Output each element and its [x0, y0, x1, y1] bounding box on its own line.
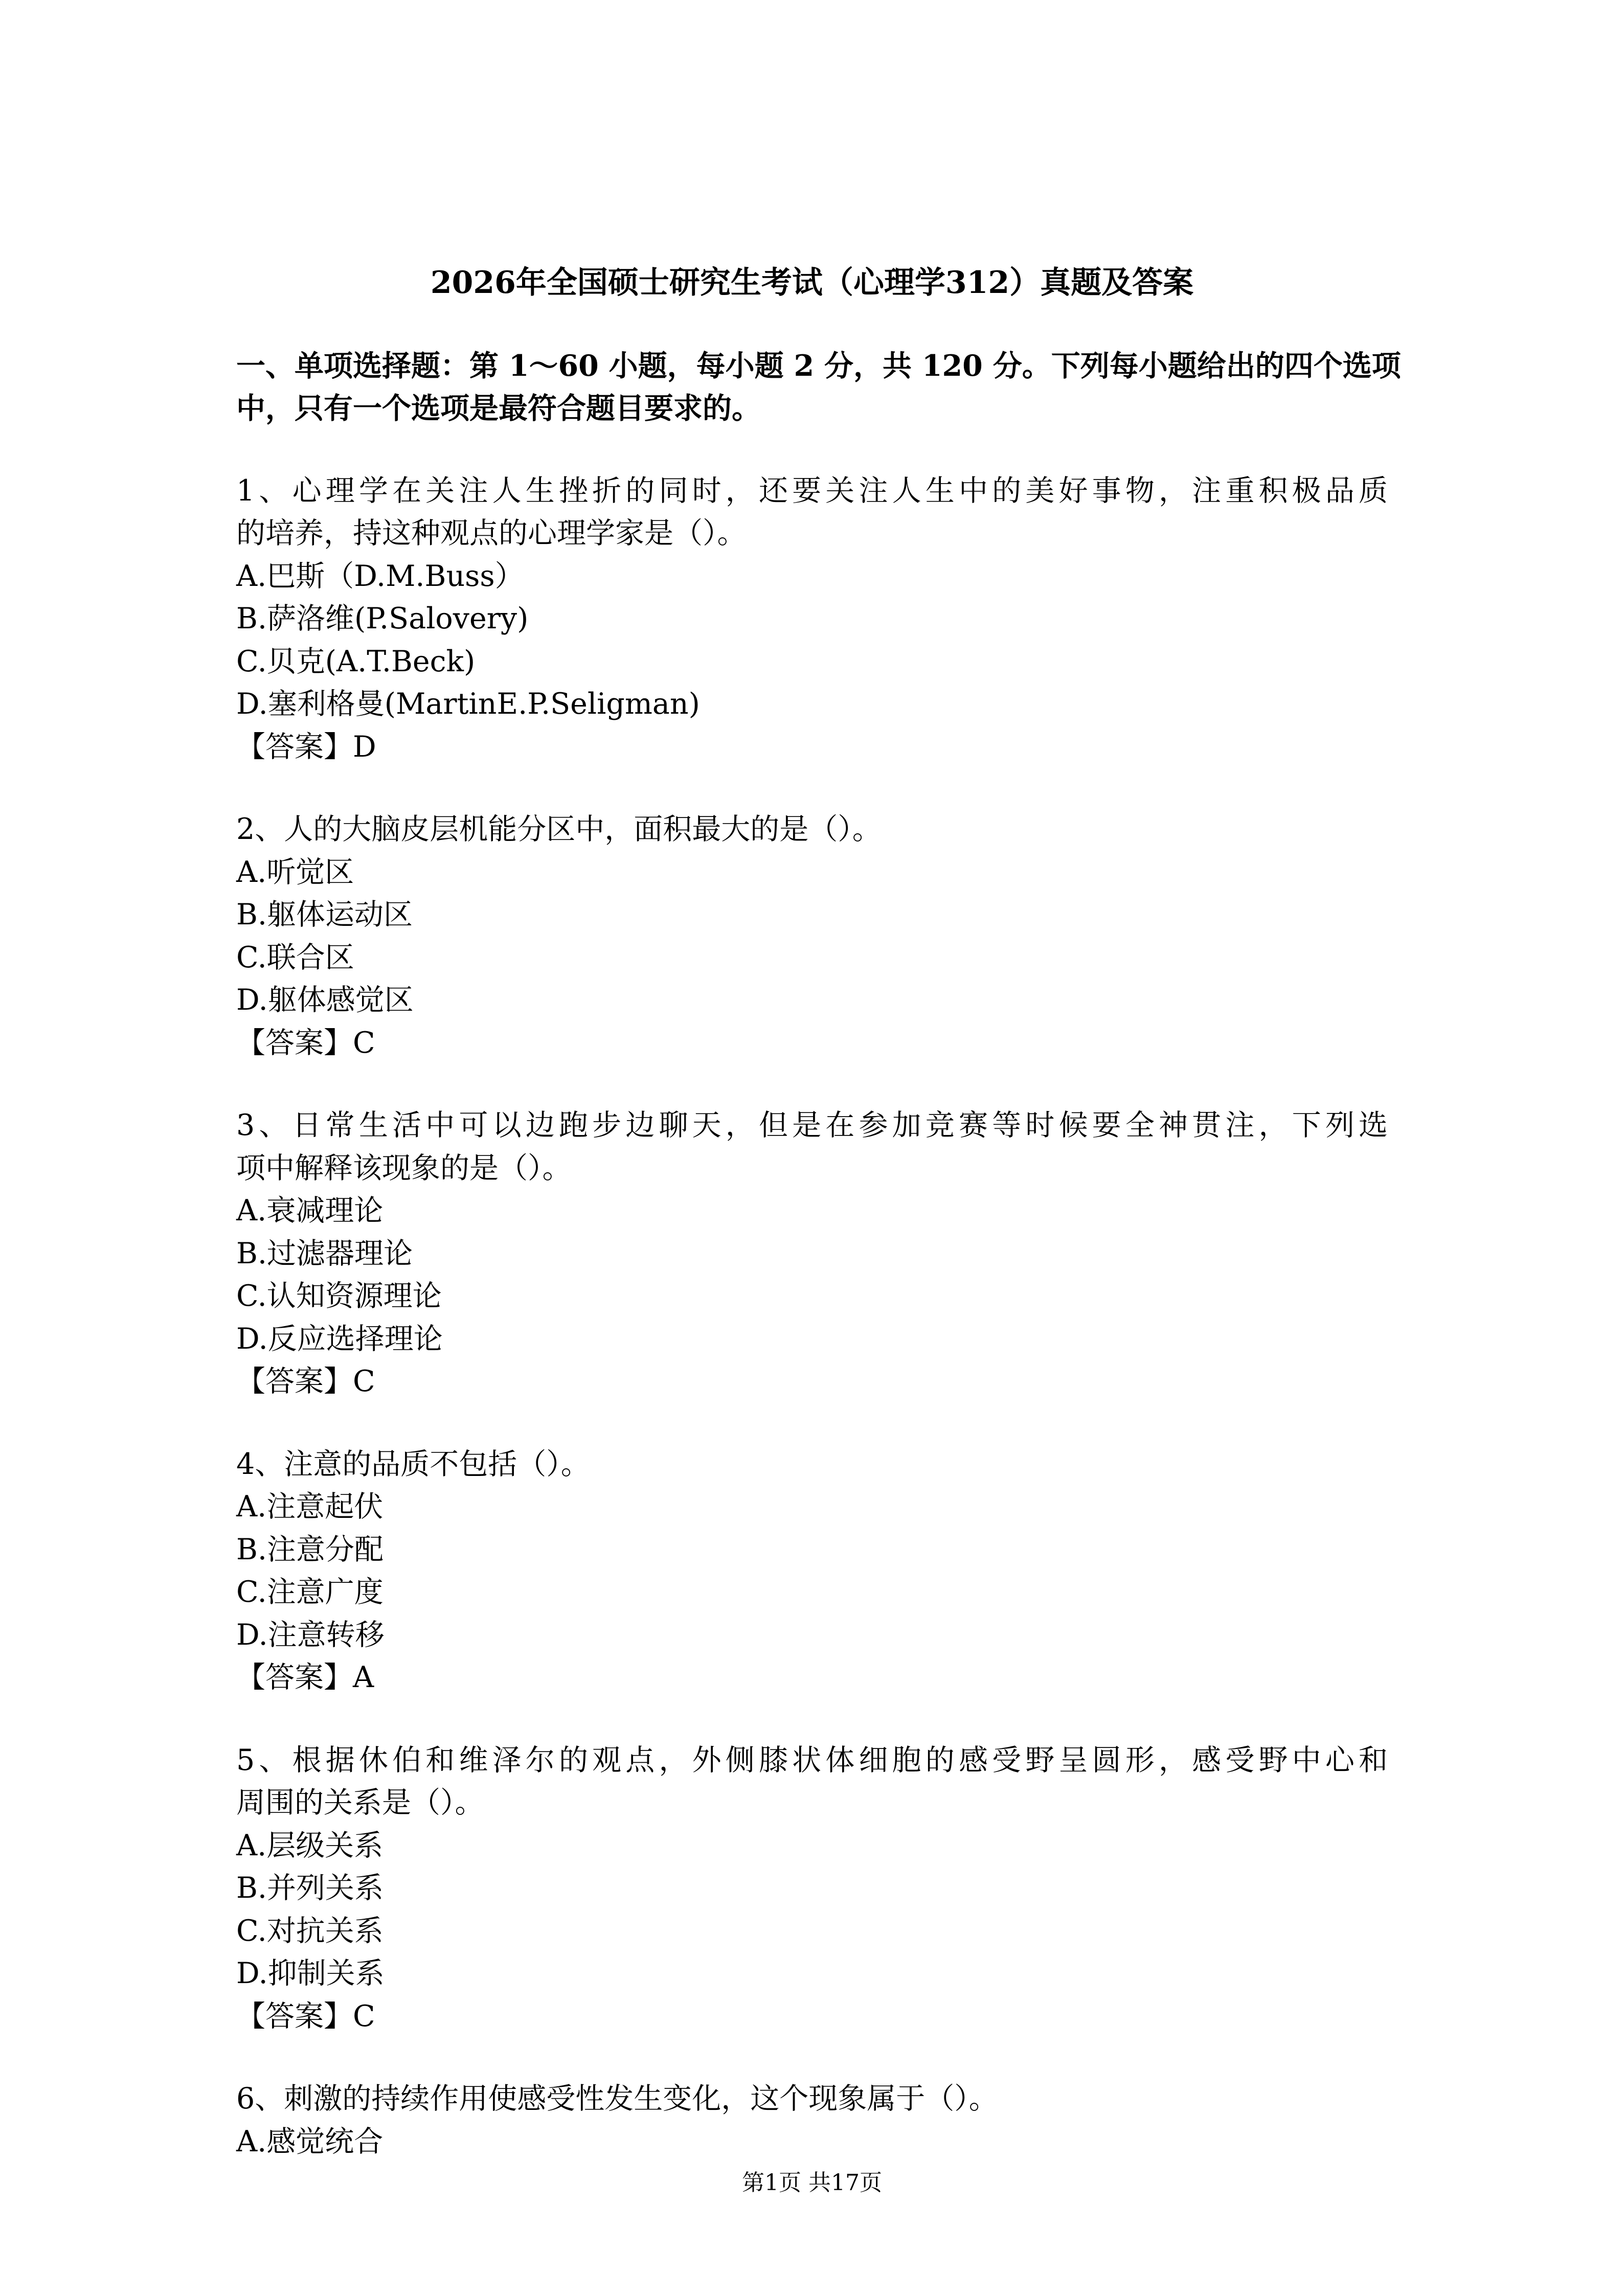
question-3-option-b: B.过滤器理论	[236, 1236, 413, 1270]
question-2-text-line-1: 2、人的大脑皮层机能分区中，面积最大的是（）。	[236, 812, 882, 846]
question-1-text-line-2: 的培养，持这种观点的心理学家是（）。	[236, 516, 747, 550]
question-block-2	[236, 808, 1388, 1064]
section-intro	[236, 345, 1401, 430]
question-3-option-a: A.衰减理论	[236, 1194, 384, 1227]
question-block-6	[236, 2078, 1388, 2163]
question-1-option-b: B.萨洛维(P.Salovery)	[236, 602, 529, 635]
question-3-option-d: D.反应选择理论	[236, 1322, 443, 1356]
question-4-option-b: B.注意分配	[236, 1532, 384, 1566]
question-block-3	[236, 1104, 1388, 1403]
section-intro-line-2: 中，只有一个选项是最符合题目要求的。	[236, 391, 761, 425]
question-5-option-a: A.层级关系	[236, 1828, 384, 1862]
question-4-option-c: C.注意广度	[236, 1575, 384, 1609]
question-5-text-line-1: 5、根据休伯和维泽尔的观点，外侧膝状体细胞的感受野呈圆形，感受野中心和	[236, 1743, 1388, 1777]
answer-prefix: 【答案】	[236, 730, 353, 764]
answer-prefix: 【答案】	[236, 1026, 353, 1060]
question-2-option-c: C.联合区	[236, 940, 354, 974]
answer-prefix: 【答案】	[236, 1999, 353, 2033]
question-4-option-d: D.注意转移	[236, 1618, 385, 1652]
question-1-answer-line	[236, 726, 1388, 769]
question-1-option-c: C.贝克(A.T.Beck)	[236, 644, 476, 678]
question-4-text-line-1: 4、注意的品质不包括（）。	[236, 1447, 590, 1481]
question-6-text-line-1: 6、刺激的持续作用使感受性发生变化，这个现象属于（）。	[236, 2082, 998, 2116]
page-title: 2026年全国硕士研究生考试（心理学312）真题及答案	[430, 265, 1194, 301]
answer-value: C	[353, 1999, 375, 2033]
question-3-text-line-1: 3、日常生活中可以边跑步边聊天，但是在参加竞赛等时候要全神贯注，下列选	[236, 1108, 1388, 1142]
question-5-option-c: C.对抗关系	[236, 1914, 384, 1948]
question-5-text-line-2: 周围的关系是（）。	[236, 1786, 484, 1820]
question-2-answer-line	[236, 1022, 1388, 1065]
question-4-option-a: A.注意起伏	[236, 1490, 384, 1524]
answer-value: C	[353, 1365, 375, 1398]
question-5-option-b: B.并列关系	[236, 1871, 384, 1905]
answer-value: A	[353, 1661, 374, 1694]
question-2-option-d: D.躯体感觉区	[236, 983, 414, 1017]
answer-value: C	[353, 1026, 375, 1060]
answer-prefix: 【答案】	[236, 1661, 353, 1694]
question-3-option-c: C.认知资源理论	[236, 1279, 442, 1313]
question-4-answer-line	[236, 1656, 1388, 1699]
question-2-option-b: B.躯体运动区	[236, 898, 413, 931]
page-footer: 第1页 共17页	[742, 2170, 882, 2196]
question-block-4	[236, 1443, 1388, 1699]
question-2-option-a: A.听觉区	[236, 855, 354, 889]
question-1-option-d: D.塞利格曼(MartinE.P.Seligman)	[236, 687, 700, 721]
section-intro-line-1: 一、单项选择题：第 1～60 小题，每小题 2 分，共 120 分。下列每小题给出的四个选项	[236, 348, 1401, 383]
question-block-5	[236, 1739, 1388, 2038]
question-5-option-d: D.抑制关系	[236, 1957, 385, 1990]
answer-prefix: 【答案】	[236, 1365, 353, 1398]
question-6-option-a: A.感觉统合	[236, 2124, 384, 2158]
question-3-answer-line	[236, 1360, 1388, 1403]
question-1-text-line-1: 1、心理学在关注人生挫折的同时，还要关注人生中的美好事物，注重积极品质	[236, 473, 1388, 508]
question-block-1	[236, 470, 1388, 769]
question-3-text-line-2: 项中解释该现象的是（）。	[236, 1151, 572, 1185]
answer-value: D	[353, 730, 376, 764]
question-1-option-a: A.巴斯（D.M.Buss）	[236, 559, 524, 593]
question-5-answer-line	[236, 1995, 1388, 2038]
